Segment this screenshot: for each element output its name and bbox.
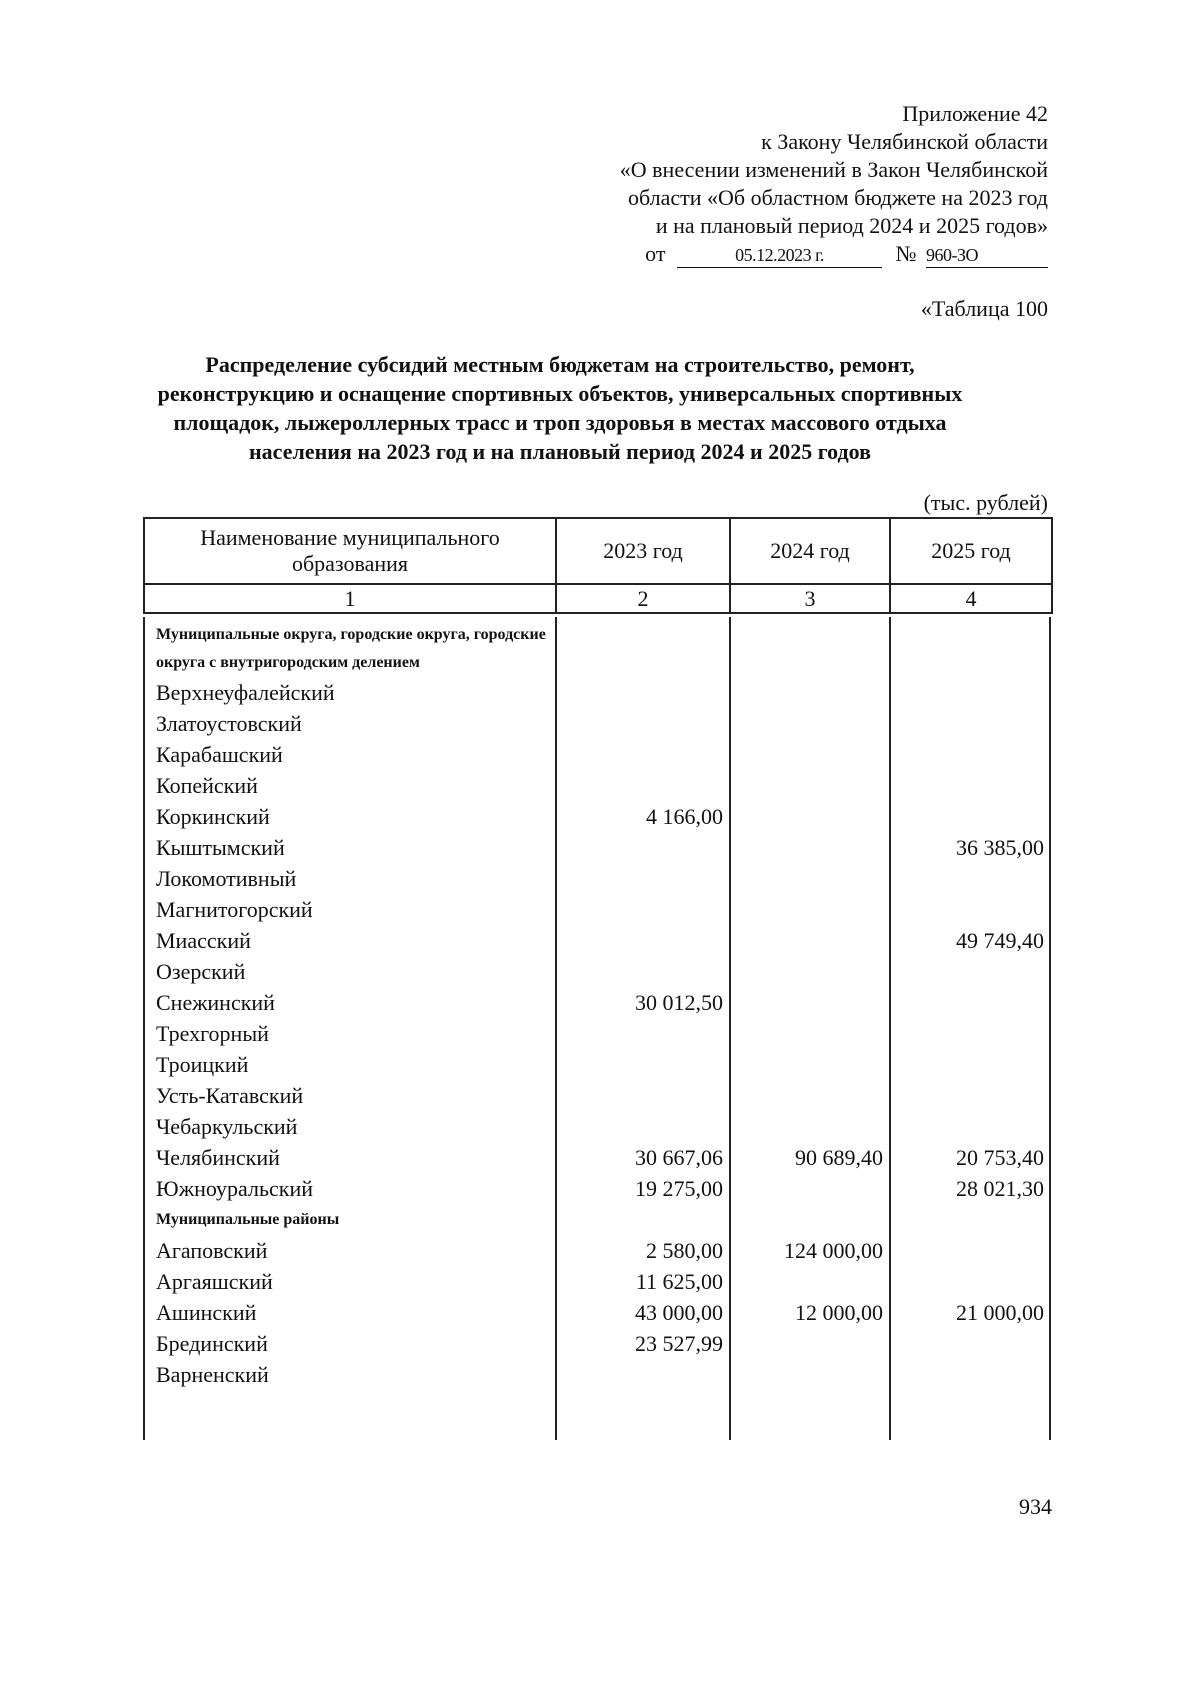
municipality-name: Челябинский <box>156 1145 280 1170</box>
table-row <box>143 1049 1051 1080</box>
table-row <box>143 1235 1051 1266</box>
value-2023: 2 580,00 <box>646 1238 723 1263</box>
column-header-name: Наименование муниципального образования <box>144 518 556 584</box>
municipality-name: Копейский <box>156 773 258 798</box>
column-header-2023: 2023 год <box>556 518 730 584</box>
value-2025: 49 749,40 <box>956 928 1044 953</box>
municipality-name: Южноуральский <box>156 1176 313 1201</box>
municipality-name: Усть-Катавский <box>156 1083 304 1108</box>
value-2023: 30 667,06 <box>635 1145 723 1170</box>
municipality-name: Ашинский <box>156 1300 257 1325</box>
document-date: 05.12.2023 г. <box>677 243 882 268</box>
table-row <box>143 987 1051 1018</box>
value-2025: 36 385,00 <box>956 835 1044 860</box>
table-row <box>143 1359 1051 1390</box>
column-header-2024: 2024 год <box>730 518 890 584</box>
column-number: 2 <box>556 584 730 613</box>
page-number: 934 <box>1019 1494 1052 1519</box>
table-row <box>143 1018 1051 1049</box>
table-row <box>143 925 1051 956</box>
appendix-header <box>528 100 1048 268</box>
table-row <box>143 832 1051 863</box>
value-2023: 23 527,99 <box>635 1331 723 1356</box>
municipality-name: Аргаяшский <box>156 1269 273 1294</box>
table-row <box>143 1142 1051 1173</box>
number-label: № <box>895 241 917 266</box>
column-number: 1 <box>144 584 556 613</box>
value-2025: 21 000,00 <box>956 1300 1044 1325</box>
municipality-name: Трехгорный <box>156 1021 269 1046</box>
municipality-name: Агаповский <box>156 1238 268 1263</box>
table-row <box>143 1173 1051 1204</box>
table-row <box>143 1297 1051 1328</box>
value-2023: 4 166,00 <box>646 804 723 829</box>
column-number: 3 <box>730 584 890 613</box>
value-2024: 90 689,40 <box>795 1145 883 1170</box>
municipality-name: Варненский <box>156 1362 269 1387</box>
table-row <box>143 863 1051 894</box>
municipality-name: Златоустовский <box>156 711 302 736</box>
appendix-line: области «Об областном бюджете на 2023 год <box>628 185 1048 210</box>
municipality-name: Карабашский <box>156 742 283 767</box>
appendix-date-line <box>528 240 1048 268</box>
table-row <box>143 677 1051 708</box>
table-row <box>143 1111 1051 1142</box>
table-row <box>143 770 1051 801</box>
municipality-name: Троицкий <box>156 1052 249 1077</box>
municipality-name: Коркинский <box>156 804 270 829</box>
value-2024: 124 000,00 <box>784 1238 883 1263</box>
column-number: 4 <box>890 584 1052 613</box>
table-label: «Таблица 100 <box>920 296 1048 321</box>
municipality-name: Кыштымский <box>156 835 285 860</box>
units-label: (тыс. рублей) <box>923 490 1048 515</box>
municipality-name: Озерский <box>156 959 246 984</box>
table-row <box>143 1328 1051 1359</box>
municipality-name: Магнитогорский <box>156 897 313 922</box>
table-row <box>143 708 1051 739</box>
value-2023: 30 012,50 <box>635 990 723 1015</box>
group-title-municipal-regions <box>143 1204 1051 1235</box>
appendix-line: Приложение 42 <box>902 101 1048 126</box>
table-body <box>143 617 1051 1440</box>
group-title: Муниципальные районы <box>156 1211 340 1228</box>
table-row <box>143 1080 1051 1111</box>
document-number: 960-ЗО <box>926 243 1048 268</box>
value-2024: 12 000,00 <box>795 1300 883 1325</box>
group-title-municipal-districts <box>143 617 1051 677</box>
table-row <box>143 801 1051 832</box>
column-header-2025: 2025 год <box>890 518 1052 584</box>
value-2023: 11 625,00 <box>635 1269 723 1294</box>
appendix-line: «О внесении изменений в Закон Челябинской <box>619 157 1048 182</box>
table-row <box>143 894 1051 925</box>
table-header <box>143 517 1051 614</box>
group1-rows <box>143 677 1051 1204</box>
municipality-name: Чебаркульский <box>156 1114 298 1139</box>
value-2023: 19 275,00 <box>635 1176 723 1201</box>
municipality-name: Миасский <box>156 928 251 953</box>
appendix-line: к Закону Челябинской области <box>761 129 1048 154</box>
group2-rows <box>143 1235 1051 1390</box>
group-title: Муниципальные округа, городские округа, городские округа с внутригородским делением <box>156 626 546 671</box>
value-2025: 28 021,30 <box>956 1176 1044 1201</box>
from-label: от <box>645 241 666 266</box>
table-row <box>143 739 1051 770</box>
municipality-name: Брединский <box>156 1331 268 1356</box>
table-row <box>143 1266 1051 1297</box>
document-title: Распределение субсидий местным бюджетам на строительство, ремонт, реконструкцию и оснащение спортивных объектов, универсальных спортивных площадок, лыжероллерных трасс и троп здоровья в местах массового отдыха населения на 2023 год и на плановый период 2024 и 2025 годов <box>157 352 963 464</box>
value-2025: 20 753,40 <box>956 1145 1044 1170</box>
municipality-name: Локомотивный <box>156 866 297 891</box>
municipality-name: Снежинский <box>156 990 275 1015</box>
municipality-name: Верхнеуфалейский <box>156 680 335 705</box>
value-2023: 43 000,00 <box>635 1300 723 1325</box>
appendix-line: и на плановый период 2024 и 2025 годов» <box>655 213 1048 238</box>
table-row <box>143 956 1051 987</box>
